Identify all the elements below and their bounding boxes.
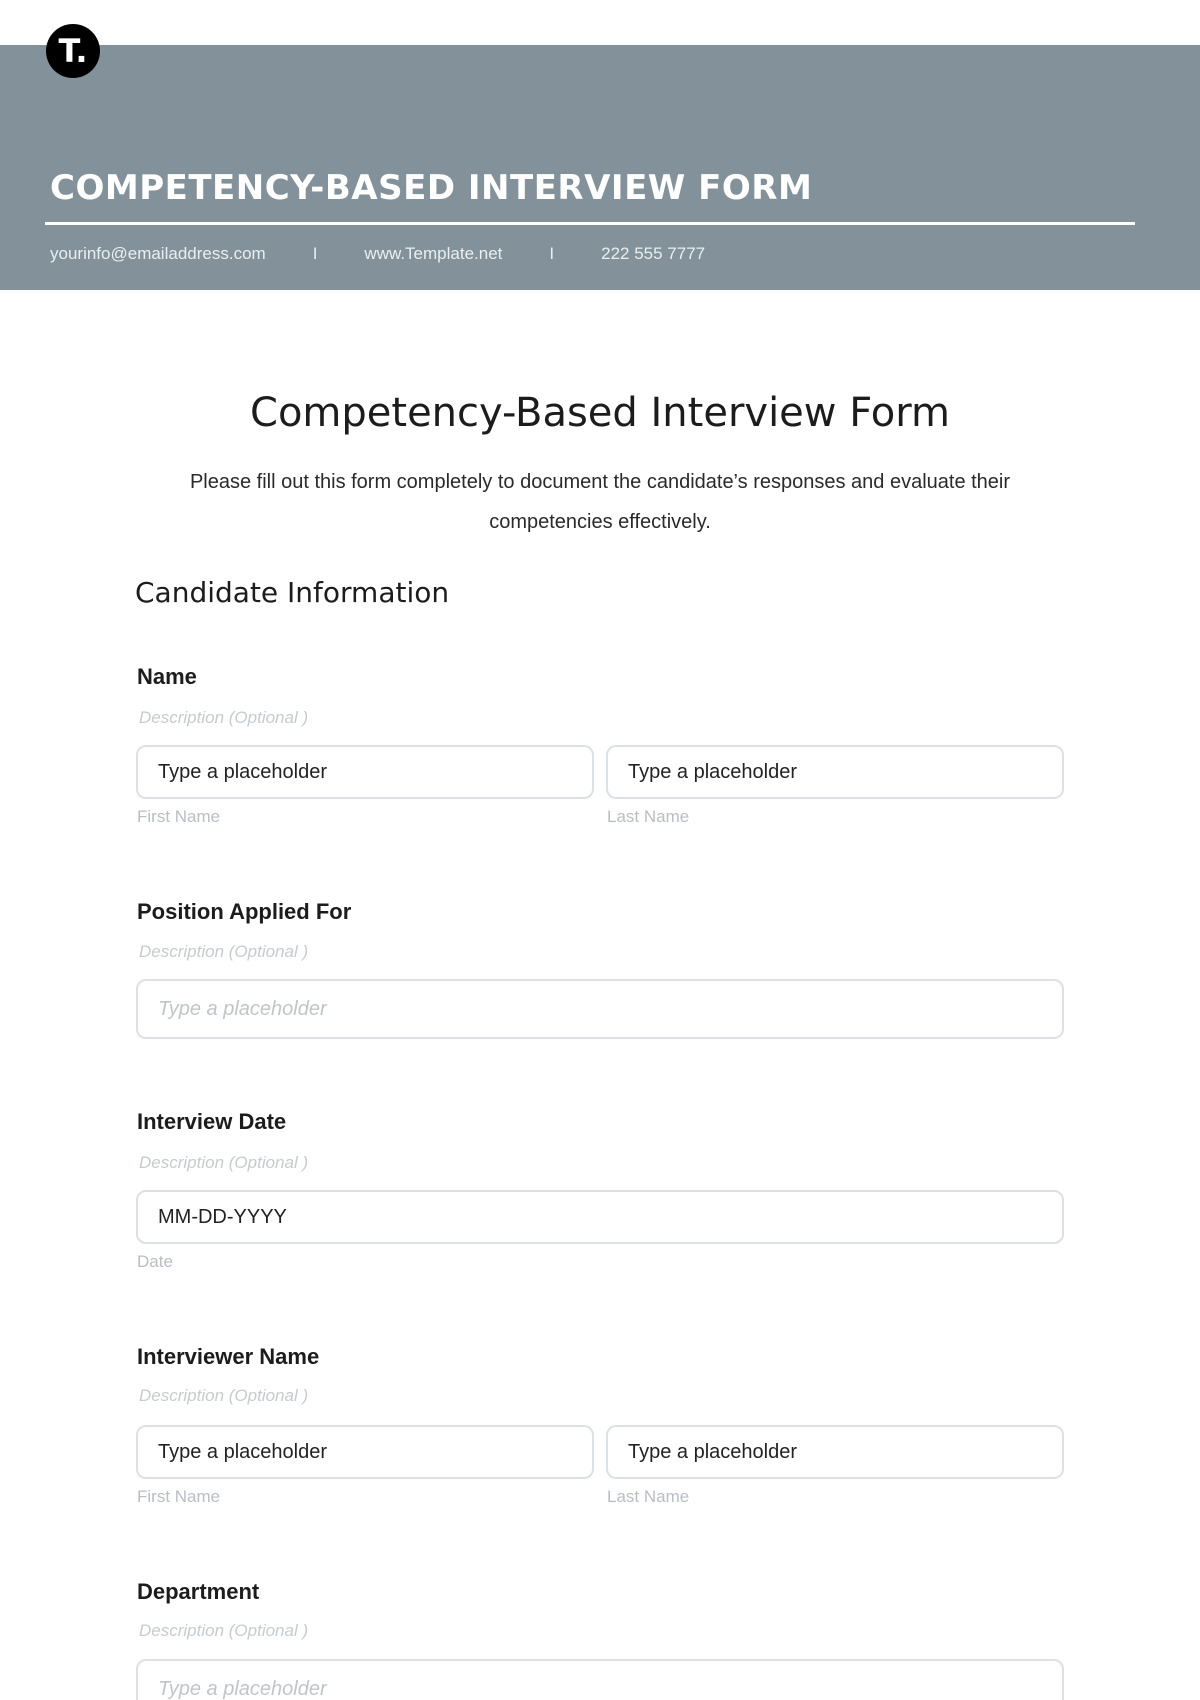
name-label: Name: [137, 664, 197, 689]
interview-date-description: Description (Optional ): [139, 1153, 309, 1172]
header-title: COMPETENCY-BASED INTERVIEW FORM: [50, 168, 813, 208]
first-name-sublabel: First Name: [137, 807, 221, 826]
department-input[interactable]: Type a placeholder: [136, 1659, 1064, 1700]
date-sublabel: Date: [137, 1252, 173, 1271]
interviewer-name-description: Description (Optional ): [139, 1386, 309, 1405]
interviewer-first-name-sublabel: First Name: [137, 1487, 221, 1506]
position-input[interactable]: Type a placeholder: [136, 979, 1064, 1039]
interviewer-first-name-input[interactable]: Type a placeholder: [136, 1425, 594, 1479]
section-title: Candidate Information: [135, 576, 450, 609]
contact-separator: I: [312, 244, 318, 263]
interview-date-label: Interview Date: [137, 1109, 287, 1134]
form-title: Competency-Based Interview Form: [250, 390, 950, 436]
header-contacts: [50, 244, 705, 264]
contact-separator: I: [549, 244, 555, 263]
last-name-sublabel: Last Name: [607, 807, 690, 826]
interviewer-last-name-input[interactable]: Type a placeholder: [606, 1425, 1064, 1479]
contact-website: www.Template.net: [364, 244, 503, 263]
last-name-input[interactable]: Type a placeholder: [606, 745, 1064, 799]
contact-email: yourinfo@emailaddress.com: [50, 244, 266, 263]
template-logo: T.: [46, 24, 100, 78]
first-name-input[interactable]: Type a placeholder: [136, 745, 594, 799]
header-divider: [45, 222, 1135, 225]
form-description: Please fill out this form completely to document the candidate’s responses and evaluate their competencies effectively.: [189, 471, 1011, 533]
position-label: Position Applied For: [137, 899, 352, 924]
interviewer-last-name-sublabel: Last Name: [607, 1487, 690, 1506]
name-description: Description (Optional ): [139, 708, 309, 727]
contact-phone: 222 555 7777: [601, 244, 706, 263]
department-label: Department: [137, 1579, 260, 1604]
header-band: [0, 45, 1200, 290]
department-description: Description (Optional ): [139, 1621, 309, 1640]
position-description: Description (Optional ): [139, 942, 309, 961]
interview-date-input[interactable]: MM-DD-YYYY: [136, 1190, 1064, 1244]
interviewer-name-label: Interviewer Name: [137, 1344, 320, 1369]
